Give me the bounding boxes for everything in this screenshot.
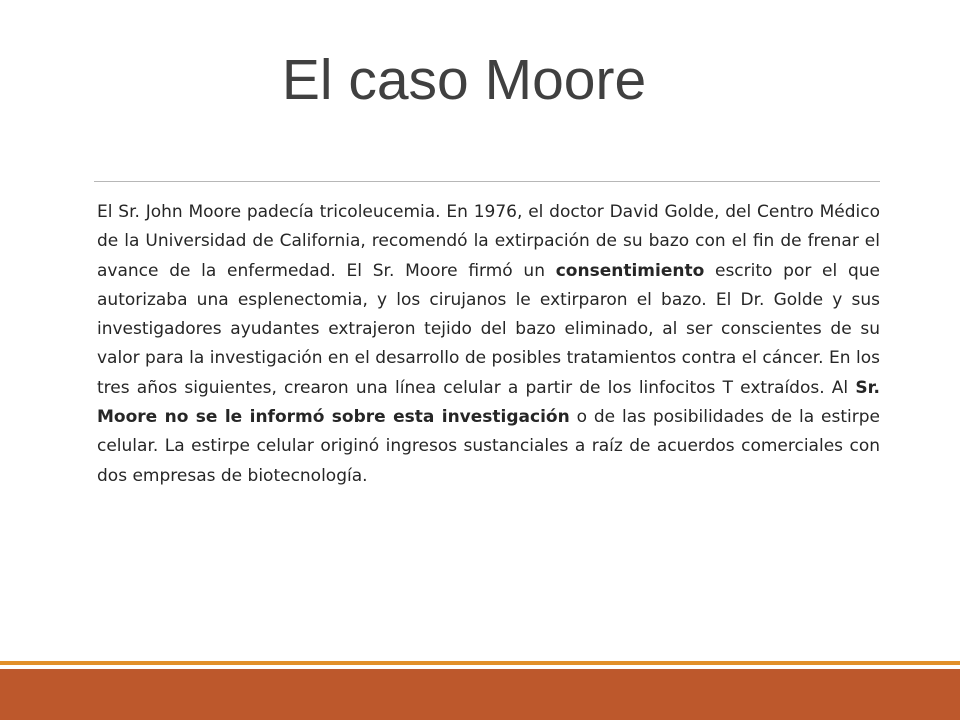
body-paragraph bbox=[97, 198, 880, 491]
body-bold-no-informado: Sr. Moore no se le informó sobre esta investigación bbox=[97, 377, 880, 428]
title-divider bbox=[94, 181, 880, 182]
body-text-2: escrito por el que autorizaba una esplenectomia, y los cirujanos le extirparon el bazo. El Dr. Golde y sus investigadores ayudantes extrajeron tejido del bazo eliminado, al ser conscientes de su valor para la investigación en el desarrollo de posibles tratamientos contra el cáncer. En los tres años siguientes, crearon una línea celular a partir de los linfocitos T extraídos. Al bbox=[97, 260, 880, 398]
body-text-3: o de las posibilidades de la estirpe celular. La estirpe celular originó ingresos sustanciales a raíz de acuerdos comerciales con dos empresas de biotecnología. bbox=[97, 407, 880, 486]
footer-accent-line bbox=[0, 661, 960, 665]
slide-title: El caso Moore bbox=[281, 48, 647, 112]
body-bold-consentimiento: consentimiento bbox=[555, 260, 705, 281]
body-text-1: El Sr. John Moore padecía tricoleucemia. En 1976, el doctor David Golde, del Centro Médico de la Universidad de California, recomendó la extirpación de su bazo con el fin de frenar el avance de la enfermedad. El Sr. Moore firmó un bbox=[97, 202, 880, 281]
footer-accent-bar bbox=[0, 669, 960, 720]
